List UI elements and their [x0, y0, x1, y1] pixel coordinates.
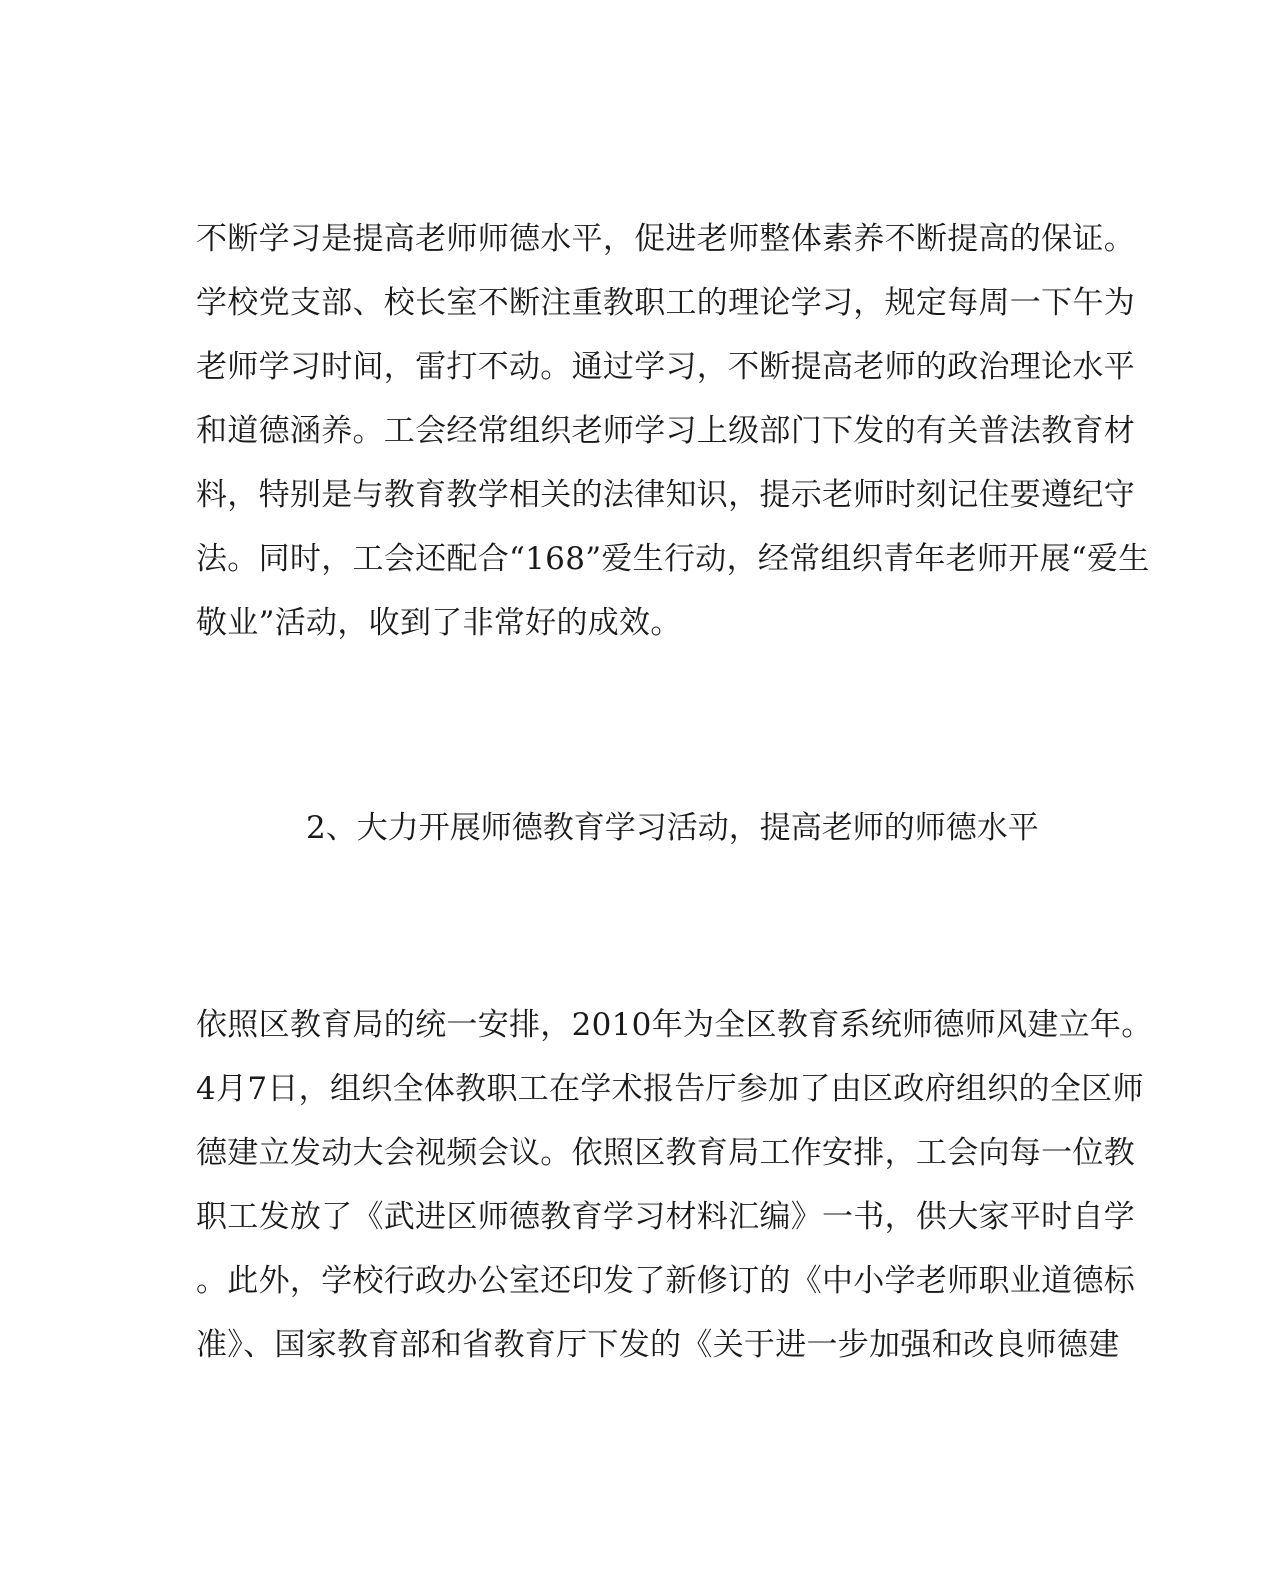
text-line: 依照区教育局的统一安排，2010年为全区教育系统师德师风建立年。 — [196, 1007, 1153, 1043]
paragraph-2 — [196, 993, 1153, 1377]
section-heading: 2、大力开展师德教育学习活动，提高老师的师德水平 — [306, 810, 1039, 846]
text-line: 和道德涵养。工会经常组织老师学习上级部门下发的有关普法教育材 — [196, 413, 1135, 449]
text-line: 。此外，学校行政办公室还印发了新修订的《中小学老师职业道德标 — [196, 1263, 1135, 1299]
paragraph-1 — [196, 207, 1150, 655]
text-line: 法。同时，工会还配合“168”爱生行动，经常组织青年老师开展“爱生 — [196, 541, 1150, 577]
text-line: 职工发放了《武进区师德教育学习材料汇编》一书，供大家平时自学 — [196, 1199, 1135, 1235]
text-line: 老师学习时间，雷打不动。通过学习，不断提高老师的政治理论水平 — [196, 349, 1135, 385]
text-line: 德建立发动大会视频会议。依照区教育局工作安排，工会向每一位教 — [196, 1135, 1135, 1171]
text-line: 准》、国家教育部和省教育厅下发的《关于进一步加强和改良师德建 — [196, 1327, 1120, 1363]
text-line: 4月7日，组织全体教职工在学术报告厅参加了由区政府组织的全区师 — [196, 1071, 1144, 1107]
text-line: 料，特别是与教育教学相关的法律知识，提示老师时刻记住要遵纪守 — [196, 477, 1135, 513]
text-line: 敬业”活动，收到了非常好的成效。 — [196, 605, 682, 641]
text-line: 学校党支部、校长室不断注重教职工的理论学习，规定每周一下午为 — [196, 285, 1135, 321]
text-line: 不断学习是提高老师师德水平，促进老师整体素养不断提高的保证。 — [196, 221, 1135, 257]
